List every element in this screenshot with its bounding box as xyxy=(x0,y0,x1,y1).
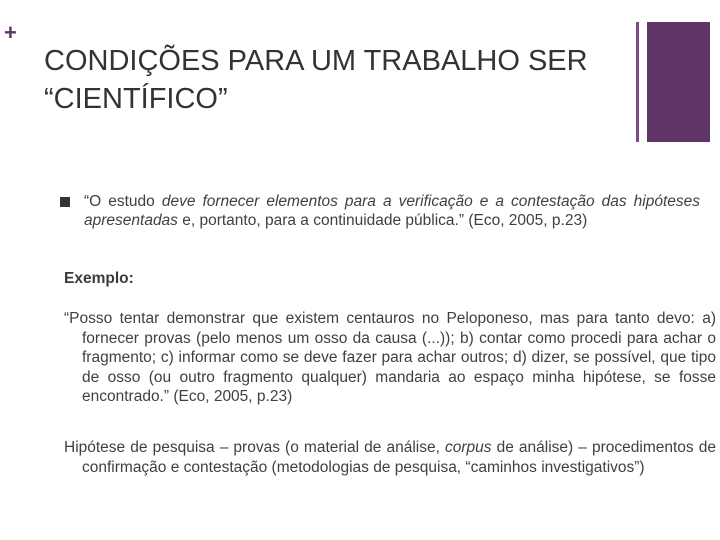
hypothesis-tail: de análise) – procedimentos de confirmação e contestação (metodologias de pesquisa, “caminhos investigativos”) xyxy=(82,439,716,476)
hypothesis-lead: Hipótese de pesquisa – provas (o material de análise, xyxy=(64,439,445,456)
bullet-text-tail: e, portanto, para a continuidade pública.” (Eco, 2005, p.23) xyxy=(177,212,588,229)
accent-line xyxy=(636,22,639,142)
slide-title: CONDIÇÕES PARA UM TRABALHO SER “CIENTÍFICO” xyxy=(44,45,588,115)
hypothesis-paragraph xyxy=(64,438,716,477)
example-quote: “Posso tentar demonstrar que existem centauros no Peloponeso, mas para tanto devo: a) fornecer provas (pelo menos um osso da causa (...)); b) contar como procedi para achar o fragmento; c) informar como se deve fazer para achar outros; d) dizer, se possível, que tipo de osso (ou outro fragmento qualquer) mandaria ao espaço minha hipótese, se fosse encontrado.” (Eco, 2005, p.23) xyxy=(64,310,716,405)
square-bullet-icon xyxy=(60,197,70,207)
bullet-text-italic: deve fornecer elementos para a verificação e a contestação das hipóteses apresentadas xyxy=(84,193,701,229)
example-label: Exemplo: xyxy=(64,270,134,287)
bullet-item xyxy=(60,192,700,230)
bullet-text-lead: “O estudo xyxy=(84,193,162,210)
hypothesis-italic: corpus xyxy=(444,439,492,456)
accent-block xyxy=(647,22,710,142)
plus-icon: + xyxy=(4,20,17,45)
bullet-text xyxy=(84,192,700,230)
